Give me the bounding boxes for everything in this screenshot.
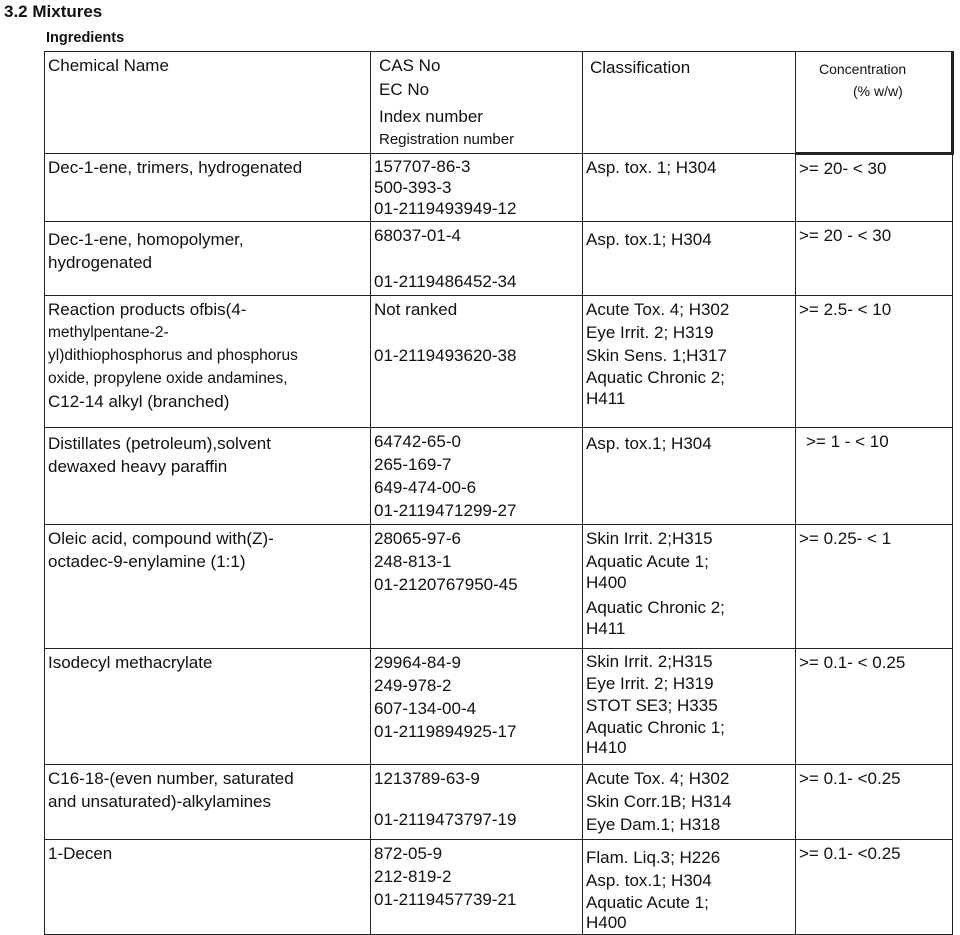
concentration-cell: >= 1 - < 10 bbox=[796, 428, 953, 525]
concentration-cell: >= 20 - < 30 bbox=[796, 222, 953, 296]
header-ec: EC No bbox=[379, 80, 430, 99]
classification-cell: Acute Tox. 4; H302 Skin Corr.1B; H314 Eye Dam.1; H318 bbox=[583, 765, 796, 840]
identifiers-cell: 64742-65-0 265-169-7 649-474-00-6 01-2119471299-27 bbox=[371, 428, 583, 525]
table-row bbox=[45, 525, 953, 649]
classification-cell: Flam. Liq.3; H226 Asp. tox.1; H304 Aquatic Acute 1; H400 bbox=[583, 840, 796, 935]
chemical-name-cell: 1-Decen bbox=[45, 840, 371, 935]
header-cas: CAS No bbox=[379, 56, 441, 75]
table-row bbox=[45, 765, 953, 840]
chemical-name-cell: C16-18-(even number, saturated and unsaturated)-alkylamines bbox=[45, 765, 371, 840]
header-classification: Classification bbox=[583, 52, 796, 154]
identifiers-cell: 68037-01-4 01-2119486452-34 bbox=[371, 222, 583, 296]
concentration-cell: >= 0.25- < 1 bbox=[796, 525, 953, 649]
table-row bbox=[45, 154, 953, 222]
chemical-name-cell: Dec-1-ene, trimers, hydrogenated bbox=[45, 154, 371, 222]
identifiers-cell: 157707-86-3 500-393-3 01-2119493949-12 bbox=[371, 154, 583, 222]
identifiers-cell: 1213789-63-9 01-2119473797-19 bbox=[371, 765, 583, 840]
classification-cell: Skin Irrit. 2;H315 Eye Irrit. 2; H319 STOT SE3; H335 Aquatic Chronic 1; H410 bbox=[583, 649, 796, 765]
concentration-cell: >= 0.1- < 0.25 bbox=[796, 649, 953, 765]
chemical-name-cell: Oleic acid, compound with(Z)- octadec-9-enylamine (1:1) bbox=[45, 525, 371, 649]
table-header-row bbox=[45, 52, 953, 154]
table-row bbox=[45, 222, 953, 296]
table-row bbox=[45, 649, 953, 765]
section-title: 3.2 Mixtures bbox=[4, 2, 103, 21]
table-caption: Ingredients bbox=[46, 30, 125, 46]
chemical-name-cell: Distillates (petroleum),solvent dewaxed heavy paraffin bbox=[45, 428, 371, 525]
concentration-cell: >= 0.1- <0.25 bbox=[796, 840, 953, 935]
header-index: Index number bbox=[379, 107, 483, 126]
chemical-name-cell: Isodecyl methacrylate bbox=[45, 649, 371, 765]
identifiers-cell: 29964-84-9 249-978-2 607-134-00-4 01-2119894925-17 bbox=[371, 649, 583, 765]
chemical-name-cell: Dec-1-ene, homopolymer, hydrogenated bbox=[45, 222, 371, 296]
classification-cell: Asp. tox.1; H304 bbox=[583, 222, 796, 296]
classification-cell: Asp. tox. 1; H304 bbox=[583, 154, 796, 222]
classification-cell: Acute Tox. 4; H302 Eye Irrit. 2; H319 Skin Sens. 1;H317 Aquatic Chronic 2; H411 bbox=[583, 296, 796, 428]
classification-cell: Asp. tox.1; H304 bbox=[583, 428, 796, 525]
header-chemical-name: Chemical Name bbox=[45, 52, 371, 154]
ingredients-table bbox=[44, 51, 954, 935]
identifiers-cell: 872-05-9 212-819-2 01-2119457739-21 bbox=[371, 840, 583, 935]
chemical-name-cell: Reaction products ofbis(4- methylpentane-2- yl)dithiophosphorus and phosphorus oxide, propylene oxide andamines, C12-14 alkyl (branched) bbox=[45, 296, 371, 428]
table-row bbox=[45, 296, 953, 428]
classification-cell: Skin Irrit. 2;H315 Aquatic Acute 1; H400 Aquatic Chronic 2; H411 bbox=[583, 525, 796, 649]
table-row bbox=[45, 428, 953, 525]
header-identifiers bbox=[371, 52, 583, 154]
identifiers-cell: Not ranked 01-2119493620-38 bbox=[371, 296, 583, 428]
header-registration: Registration number bbox=[379, 131, 515, 148]
table-row bbox=[45, 840, 953, 935]
concentration-cell: >= 0.1- <0.25 bbox=[796, 765, 953, 840]
concentration-cell: >= 20- < 30 bbox=[796, 154, 953, 222]
concentration-cell: >= 2.5- < 10 bbox=[796, 296, 953, 428]
header-concentration: Concentration (% w/w) bbox=[796, 52, 953, 154]
identifiers-cell: 28065-97-6 248-813-1 01-2120767950-45 bbox=[371, 525, 583, 649]
